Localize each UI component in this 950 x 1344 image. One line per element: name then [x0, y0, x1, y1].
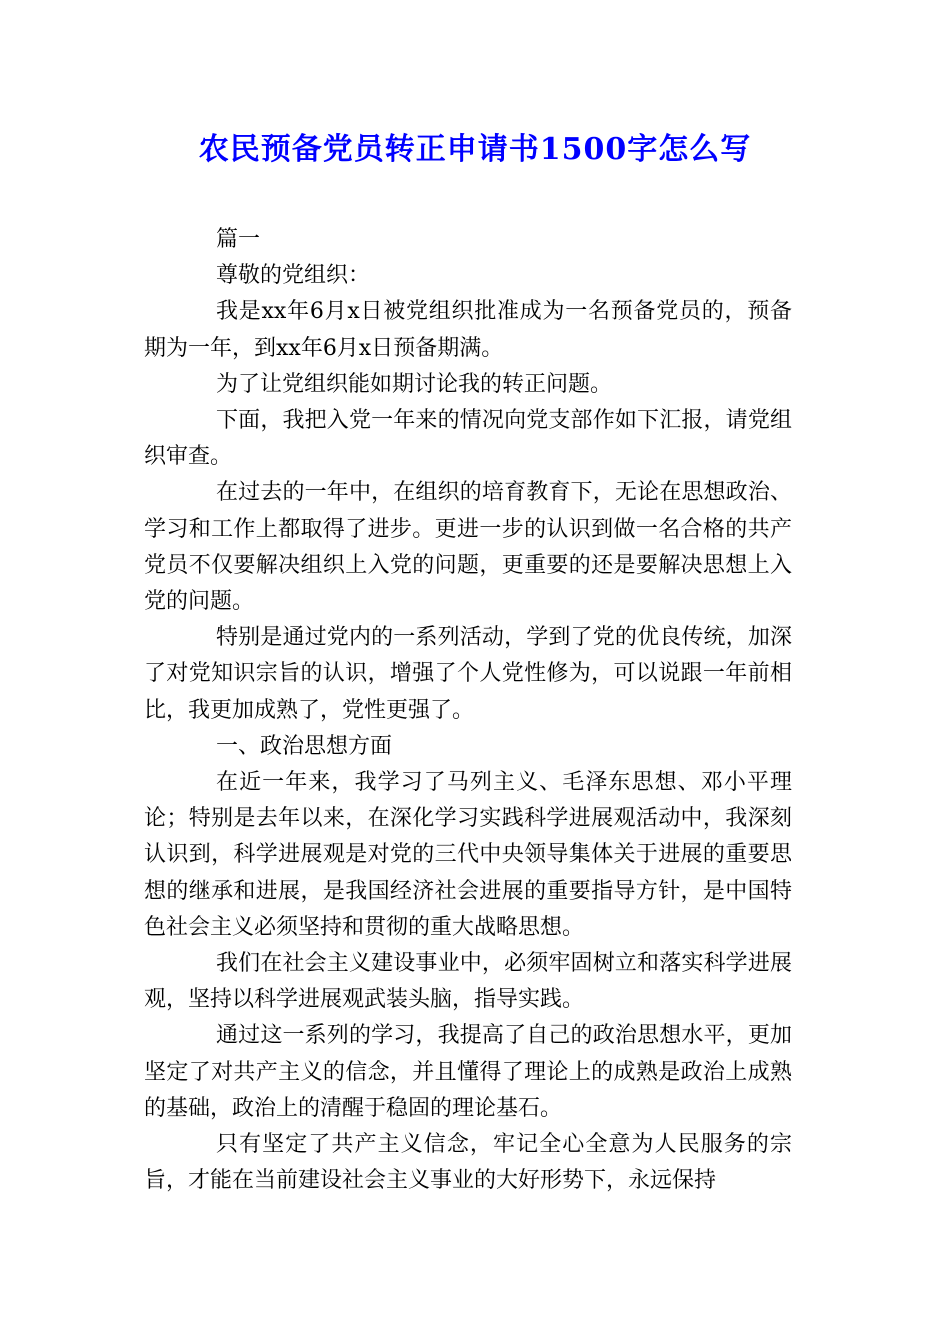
- document-title: 农民预备党员转正申请书1500字怎么写: [198, 132, 752, 167]
- paragraph: 我们在社会主义建设事业中，必须牢固树立和落实科学进展观，坚持以科学进展观武装头脑，指导实践。: [144, 951, 792, 1013]
- paragraph: 我是xx年6月x日被党组织批准成为一名预备党员的，预备期为一年，到xx年6月x日预备期满。: [144, 299, 792, 361]
- paragraph: 只有坚定了共产主义信念，牢记全心全意为人民服务的宗旨，才能在当前建设社会主义事业的大好形势下，永远保持: [144, 1132, 792, 1194]
- paragraph: 为了让党组织能如期讨论我的转正问题。: [216, 371, 613, 397]
- salutation: 尊敬的党组织：: [216, 263, 371, 289]
- paragraph: 在近一年来，我学习了马列主义、毛泽东思想、邓小平理论；特别是去年以来，在深化学习实践科学进展观活动中，我深刻认识到，科学进展观是对党的三代中央领导集体关于进展的重要思想的继承和进展，是我国经济社会进展的重要指导方针，是中国特色社会主义必须坚持和贯彻的重大战略思想。: [144, 770, 792, 940]
- paragraph: 通过这一系列的学习，我提高了自己的政治思想水平，更加坚定了对共产主义的信念，并且懂得了理论上的成熟是政治上成熟的基础，政治上的清醒于稳固的理论基石。: [144, 1023, 792, 1121]
- section-heading: 篇一: [216, 227, 261, 252]
- paragraph: 在过去的一年中，在组织的培育教育下，无论在思想政治、学习和工作上都取得了进步。更进一步的认识到做一名合格的共产党员不仅要解决组织上入党的问题，更重要的还是要解决思想上入党的问题。: [144, 480, 792, 615]
- subsection-heading: 一、政治思想方面: [216, 733, 393, 759]
- paragraph: 特别是通过党内的一系列活动，学到了党的优良传统，加深了对党知识宗旨的认识，增强了个人党性修为，可以说跟一年前相比，我更加成熟了，党性更强了。: [144, 625, 792, 723]
- paragraph: 下面，我把入党一年来的情况向党支部作如下汇报，请党组织审查。: [144, 408, 792, 470]
- document-body: [144, 222, 792, 1199]
